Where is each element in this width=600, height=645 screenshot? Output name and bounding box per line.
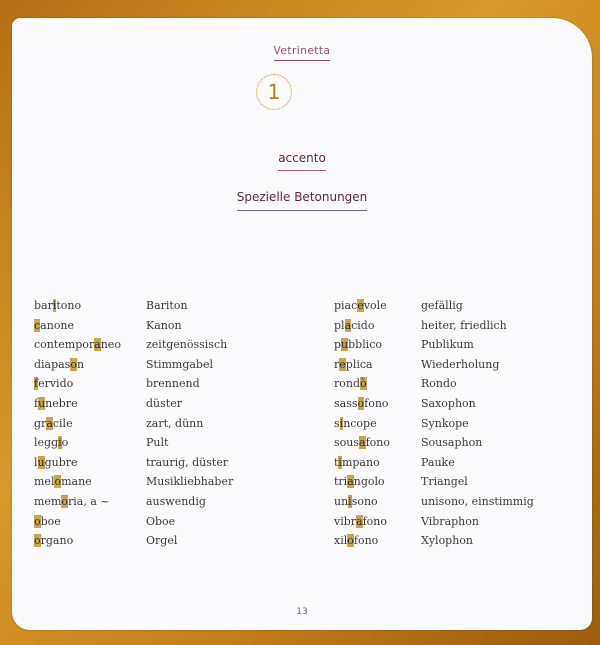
word-part: fono [364,396,389,410]
german-translation: unisono, einstimmig [421,494,534,508]
italian-word [34,377,73,390]
title-italian: accento [12,151,592,171]
word-part: p [334,338,342,352]
german-translation: Stimmgabel [146,357,214,371]
word-part: nebre [45,396,78,410]
italian-word [334,417,377,430]
word-part: contempor [34,338,95,352]
word-part: mane [61,475,92,489]
accent-highlight: i [338,455,342,469]
word-part: tono [56,299,82,312]
word-part: tri [334,475,348,489]
word-part: rgano [40,534,74,548]
german-translation: düster [146,396,182,410]
german-translation: brennend [146,377,200,391]
word-part: sono [351,494,378,508]
word-part: f [34,396,39,410]
german-translation: Musikliebhaber [146,475,234,489]
accent-highlight: a [46,416,53,430]
word-part: l [34,455,38,469]
word-part: sass [334,396,358,410]
italian-word [334,495,378,508]
italian-word [34,299,81,312]
section-header: Vetrinetta [12,45,592,61]
word-part: xil [334,534,348,548]
word-part: pl [334,318,345,332]
german-translation: Pauke [421,455,455,469]
word-part: t [334,455,339,469]
german-translation: Xylophon [421,534,474,548]
accent-highlight: i [339,416,344,430]
word-part: ngolo [353,475,385,489]
accent-highlight: e [357,299,364,312]
italian-word [34,358,84,371]
word-part: ria, a ~ [68,494,110,508]
italian-word [334,377,367,390]
word-part: cido [351,318,375,332]
word-part: fono [365,436,390,450]
word-part: cile [52,416,73,430]
word-part: fono [353,534,379,548]
accent-highlight: o [61,494,68,508]
word-part: rond [334,377,361,391]
word-part: r [334,357,340,371]
german-translation: Synkope [421,416,469,430]
italian-word [334,515,387,528]
accent-highlight: i [52,299,57,312]
page-number: 13 [296,607,308,617]
accent-highlight: a [347,475,354,489]
german-translation: Vibraphon [421,514,479,528]
accent-highlight: o [54,475,62,489]
accent-highlight: c [34,318,41,332]
word-part: s [334,416,340,430]
word-part: neo [100,338,121,352]
german-translation: Publikum [421,338,474,352]
word-part: o [61,436,69,450]
german-translation: Oboe [146,514,176,528]
german-translation: traurig, düster [146,455,229,469]
german-translation: heiter, friedlich [421,318,507,332]
italian-word [334,338,382,351]
german-translation: Triangel [421,475,468,489]
italian-word [334,319,374,332]
word-part: sous [334,436,359,450]
accent-highlight: o [347,534,354,548]
accent-highlight: i [58,436,62,450]
accent-highlight: u [37,455,45,469]
word-part: vibr [334,514,357,528]
accent-highlight: u [38,396,46,410]
word-part: bar [34,299,53,312]
german-translation: Sousaphon [421,436,483,450]
italian-word [334,397,389,410]
german-translation: auswendig [146,494,206,508]
italian-word [34,397,78,410]
book-page [12,18,592,630]
italian-word [334,475,385,488]
word-part: legg [34,436,59,450]
word-part: mpano [341,455,380,469]
accent-highlight: a [344,318,352,332]
german-translation: Rondo [421,377,457,391]
word-part: piac [334,299,358,312]
german-translation: zeitgenössisch [146,338,228,352]
word-part: gr [34,416,47,430]
italian-word [334,358,373,371]
word-part: plica [345,357,373,371]
accent-highlight: a [356,514,363,528]
accent-highlight: o [34,534,41,548]
german-translation: gefällig [421,299,463,312]
italian-word [334,299,387,312]
italian-word [34,495,110,508]
italian-word [334,436,390,449]
word-part: n [77,357,85,371]
italian-word [34,475,92,488]
title-german: Spezielle Betonungen [12,190,592,211]
german-translation: zart, dünn [146,416,204,430]
word-part: diapas [34,357,71,371]
word-part: anone [40,318,75,332]
italian-word [34,515,61,528]
german-translation: Bariton [146,299,188,312]
word-part: mem [34,494,62,508]
word-part: un [334,494,349,508]
italian-word [34,319,74,332]
word-part: bblico [348,338,383,352]
word-part: mel [34,475,55,489]
accent-highlight: e [339,357,346,371]
german-translation: Kanon [146,318,182,332]
word-part: fono [362,514,388,528]
accent-highlight: i [348,494,352,508]
accent-highlight: o [34,514,41,528]
italian-word [34,338,121,351]
word-part: boe [40,514,61,528]
accent-highlight: a [94,338,101,352]
italian-word [334,534,378,547]
german-translation: Wiederholung [421,357,500,371]
german-translation: Orgel [146,534,178,548]
german-translation: Saxophon [421,396,476,410]
italian-word [34,436,68,449]
italian-word [334,456,380,469]
accent-highlight: a [359,436,366,450]
word-part: ncope [343,416,377,430]
word-part: ervido [38,377,74,391]
accent-highlight: f [34,377,39,391]
accent-highlight: o [70,357,77,371]
word-part: gubre [44,455,78,469]
accent-highlight: ò [360,377,367,391]
italian-word [34,417,73,430]
word-part: vole [363,299,387,312]
accent-highlight: u [341,338,349,352]
german-translation: Pult [146,436,169,450]
chapter-number: 1 [256,74,292,110]
italian-word [34,534,73,547]
italian-word [34,456,78,469]
accent-highlight: o [357,396,365,410]
